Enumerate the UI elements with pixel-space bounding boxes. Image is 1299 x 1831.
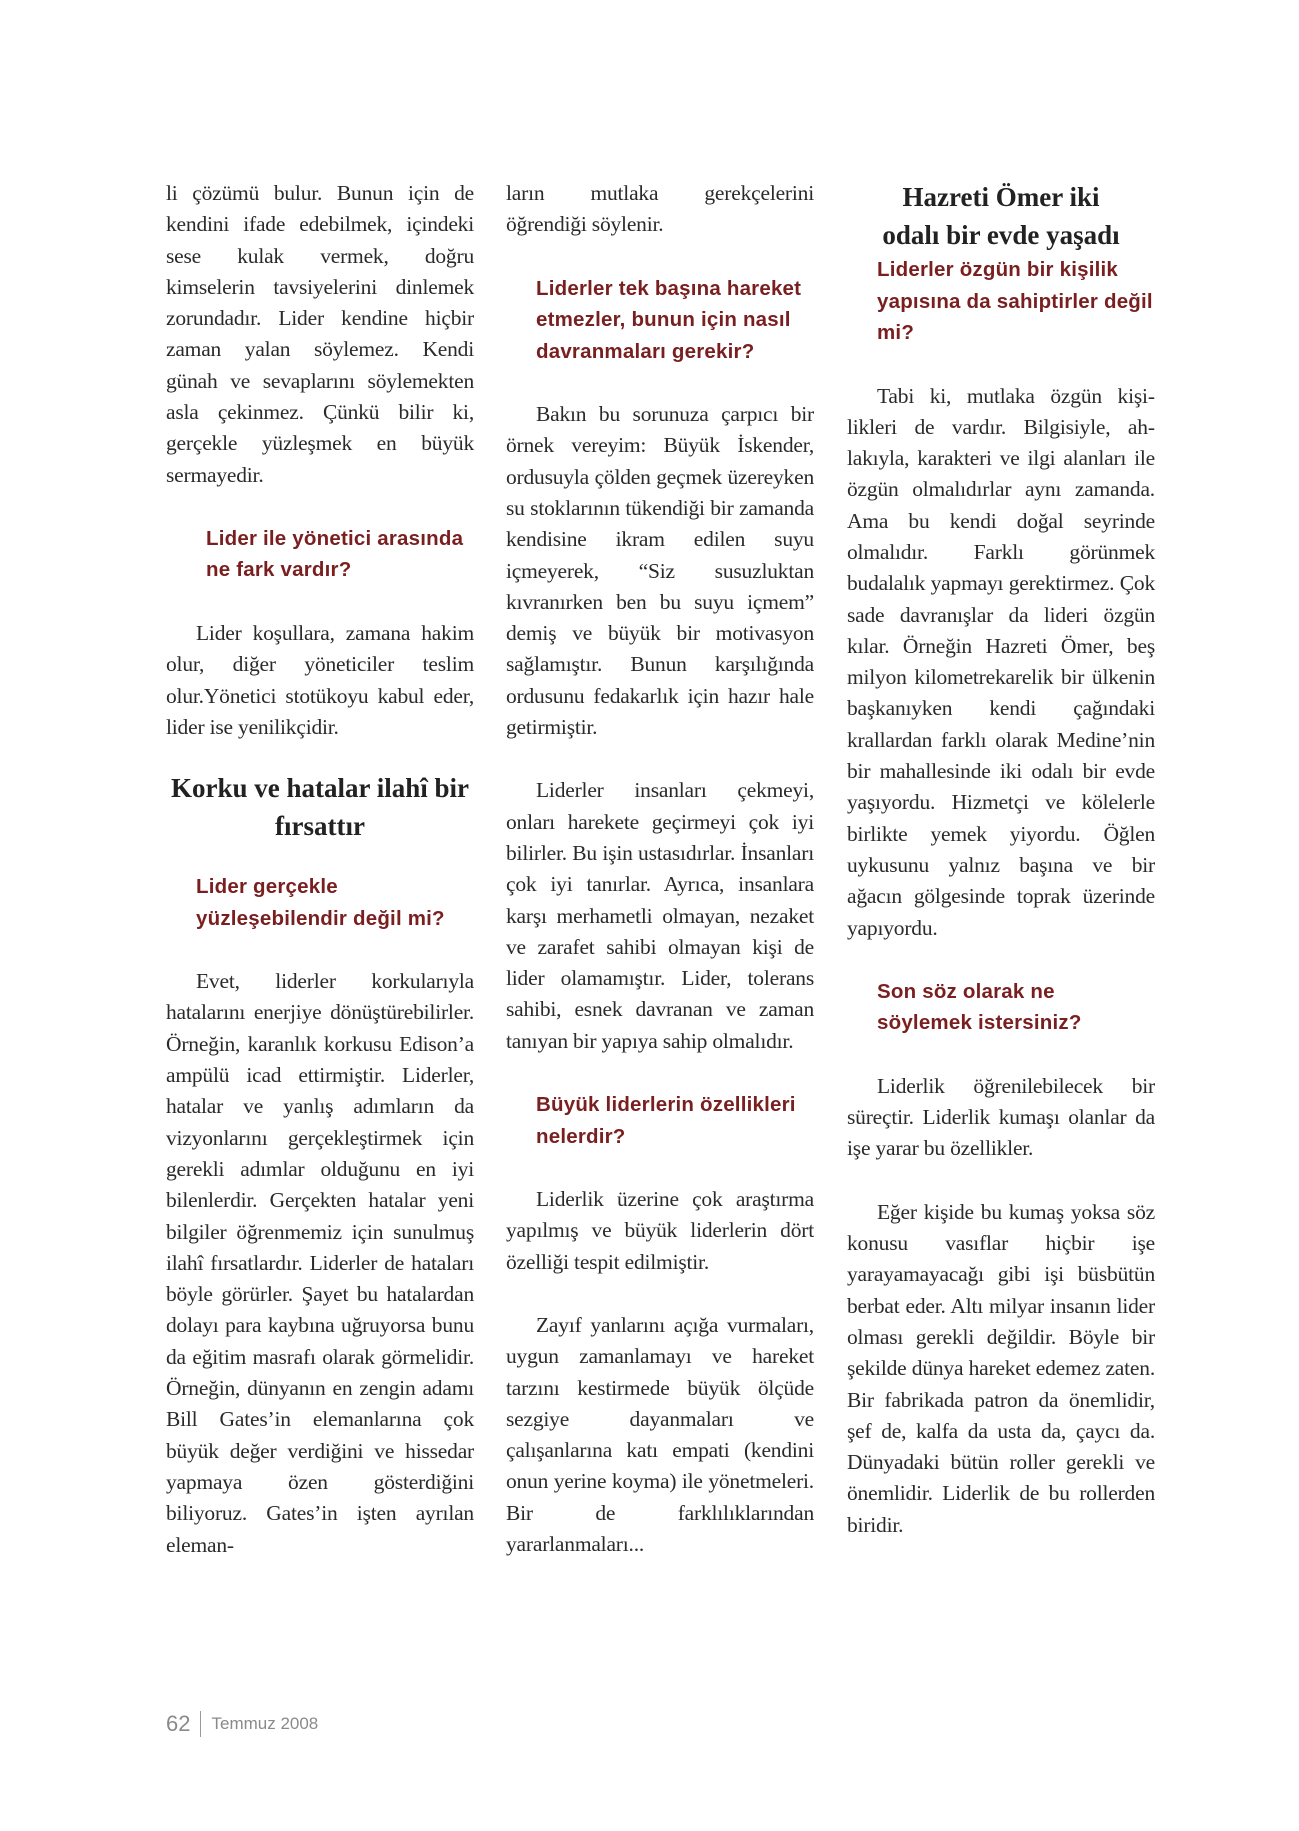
body-paragraph: Evet, liderler korkularıyla hatalarını enerjiye dönüştürebilirler. Örneğin, karanlık korkusu Edison’a ampülü icad ettirmiştir. Liderler, hatalar ve yanlış adımların da vizyonlarını gerçekleştirmek için gerekli adımlar olduğunu en iyi bilenlerdir. Gerçekten hatalar yeni bilgiler öğrenmemiz için sunulmuş ilahî fırsatlardır. Liderler de hataları böyle görürler. Şayet bu hatalardan dolayı para kaybına uğruyorsa bunu da eğitim masrafı olarak görmelidir. Örneğin, dünyanın en zengin adamı Bill Gates’in elemanlarına çok büyük değer verdiğini ve hissedar yapmaya özen gösterdiğini biliyoruz. Gates’in işten ayrılan eleman- [166, 969, 474, 1557]
section-heading: Hazreti Ömer iki odalı bir evde yaşadı [882, 182, 1120, 250]
body-paragraph: Tabi ki, mutlaka özgün kişilikleri de vardır. Bilgisiyle, ahlakıyla, karakteri ve ilgi alanları ile özgün olmalıdırlar aynı zamanda. Ama bu kendi doğal seyrinde olmalıdır. Farklı görünmek budalalık yapmayı gerektirmez. Çok sade davranışlar da lideri özgün kılar. Örneğin Hazreti Ömer, beş milyon kilometrekarelik bir ülkenin başkanıyken kendi çağındaki krallardan farklı olarak Medine’nin bir mahallesinde iki odalı bir evde yaşıyordu. Hizmetçi ve kölelerle birlikte yemek yiyordu. Öğlen uykusunu yalnız başına ve bir ağacın gölgesinde toprak üzerinde yapıyordu. [847, 383, 1155, 940]
question-heading: Lider ile yönetici arasında ne fark vardır? [206, 526, 464, 582]
body-paragraph: li çözümü bulur. Bunun için de kendini ifade edebilmek, içindeki sese kulak vermek, doğru kimselerin tavsiyelerini dinlemek zorundadır. Lider kendine hiçbir zaman yalan söylemez. Kendi günah ve sevaplarını söylemekten asla çekinmez. Çünkü bilir ki, gerçekle yüzleşmek en büyük sermayedir. [166, 181, 474, 487]
body-paragraph: Liderlik öğrenilebilecek bir süreçtir. Liderlik kumaşı olanlar da işe yarar bu özellikler. [847, 1073, 1155, 1161]
body-paragraph: Liderlik üzerine çok araştırma yapılmış ve büyük liderlerin dört özelliği tespit edilmiştir. [506, 1187, 814, 1274]
question-heading: Liderler özgün bir kişilik yapısına da sahiptirler değil mi? [877, 258, 1153, 344]
body-paragraph: Lider koşullara, zamana hakim olur, diğer yöneticiler teslim olur.Yönetici stotükoyu kabul eder, lider ise yenilikçidir. [166, 620, 474, 739]
page-footer [166, 1711, 318, 1737]
body-paragraph: Zayıf yanlarını açığa vurmaları, uygun zamanlamayı ve hareket tarzını kestirmede büyük ölçüde sezgiye dayanmaları ve çalışanlarına katı empati (kendini onun yerine koyma) ile yönetmeleri. Bir de farklılıklarından yararlanmaları... [506, 1312, 814, 1556]
page-number: 62 [166, 1711, 191, 1736]
body-paragraph: ların mutlaka gerekçelerini öğrendiği söylenir. [506, 181, 814, 237]
issue-date: Temmuz 2008 [211, 1714, 319, 1733]
footer-divider [200, 1711, 201, 1737]
body-paragraph: Liderler insanları çekmeyi, onları harekete geçirmeyi çok iyi bilirler. Bu işin ustasıdırlar. İnsanları çok iyi tanırlar. Ayrıca, insanlara karşı merhametli olmayan, nezaket ve zarafet sahibi olmayan kişi de lider olamamıştır. Lider, tolerans sahibi, esnek davranan ve zaman tanıyan bir yapıya sahip olmalıdır. [506, 778, 814, 1053]
article-column-3 [847, 178, 1155, 1541]
body-paragraph: Bakın bu sorunuza çarpıcı bir örnek vereyim: Büyük İskender, ordusuyla çölden geçmek üzereyken su stoklarının tükendiği bir zamanda kendisine ikram edilen suyu içmeyerek, “Siz susuzluktan kıvranırken ben bu suyu içmem” demiş ve büyük bir motivasyon sağlamıştır. Bunun karşılığında ordusunu fedakarlık için hazır hale getirmiştir. [506, 402, 814, 740]
question-heading: Büyük liderlerin özellikleri nelerdir? [536, 1093, 796, 1148]
question-heading: Son söz olarak ne söylemek istersiniz? [877, 979, 1082, 1035]
question-heading: Liderler tek başına hareket etmezler, bunun için nasıl davranmaları gerekir? [536, 276, 802, 363]
section-heading: Korku ve hatalar ilahî bir fırsattır [170, 773, 470, 842]
question-heading: Lider gerçekle yüzleşebilendir değil mi? [196, 875, 445, 930]
body-paragraph: Eğer kişide bu kumaş yoksa söz konusu vasıflar hiçbir işe yarayamayacağı gibi işi büsbütün berbat eder. Altı milyar insanın lider olması gerekli değildir. Böyle bir şekilde dünya hareket edemez zaten. Bir fabrikada patron da önemlidir, şef de, kalfa da usta da, çaycı da. Dünyadaki bütün roller gerekli ve önemlidir. Liderlik de bu rollerden biridir. [847, 1199, 1155, 1537]
article-column-2 [506, 178, 814, 1560]
article-column-1 [166, 178, 474, 1561]
